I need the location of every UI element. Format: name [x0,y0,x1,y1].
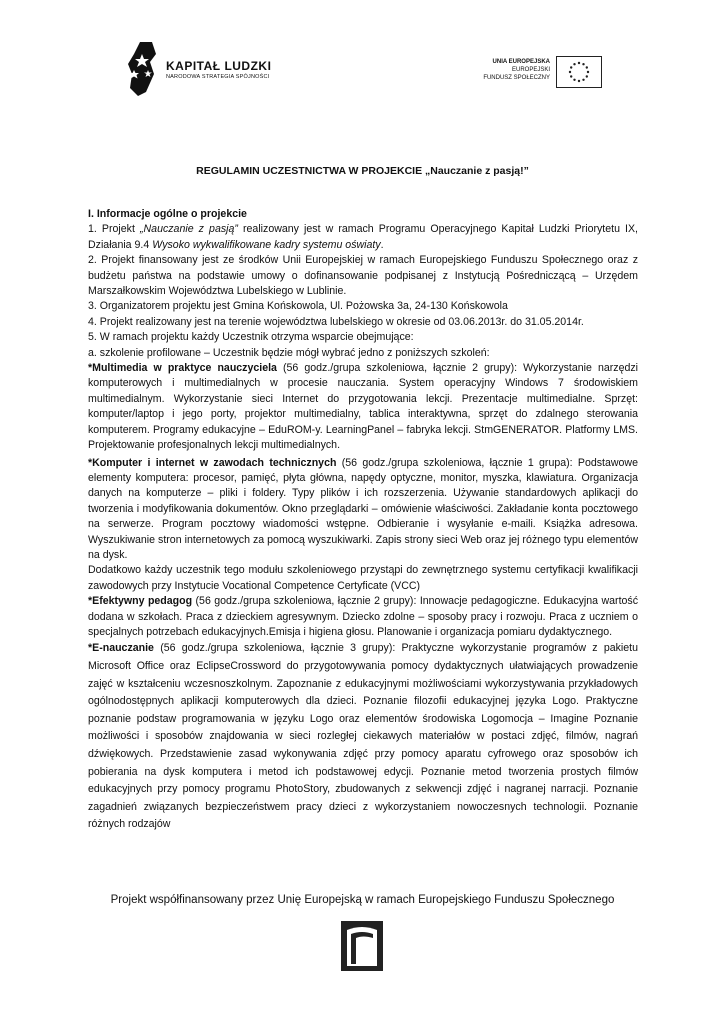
course-pedagog: *Efektywny pedagog (56 godz./grupa szkoleniowa, łącznie 2 grupy): Innowacje pedagogiczne. Edukacyjna wartość dodana w szkołach. Praca z dzieckiem agresywnym. Dziecko zdolne – sposoby pracy i rozwoju. Praca z uczniem o specjalnych potrzebach edukacyjnych.Emisja i higiena głosu. Planowanie i organizacja pomiaru dydaktycznego. [88,595,638,638]
paragraph-5a: a. szkolenie profilowane – Uczestnik będzie mógł wybrać jedno z poniższych szkoleń: [88,346,490,359]
document-title: REGULAMIN UCZESTNICTWA W PROJEKCIE „Nauczanie z pasją!” [196,165,529,177]
kapital-ludzki-title: KAPITAŁ LUDZKI [166,59,272,73]
footer-emblem-icon [340,920,384,972]
eu-flag-icon [556,56,602,88]
eu-logo-line1: UNIA EUROPEJSKA [492,59,550,65]
course-pedagog-name: *Efektywny pedagog [88,595,193,608]
certification-note: Dodatkowo każdy uczestnik tego modułu szkoleniowego przystąpi do zewnętrznego systemu certyfikacji kwalifikacji zawodowych przy Instytucie Vocational Competence Certyficate (VCC) [88,564,638,592]
eu-logo [466,56,606,96]
course-komputer: *Komputer i internet w zawodach technicznych (56 godz./grupa szkoleniowa, łącznie 1 grupa): Podstawowe elementy komputera: procesor, pamięć, płyta główna, napędy optyczne, monitor, myszka, klawiatura. Organizacja danych na komputerze – pliki i foldery. Typy plików i ich rozszerzenia. Używanie standardowych aplikacji do tworzenia i modyfikowania dokumentów. Okno przeglądarki – omówienie właściwości. Zakładanie konta pocztowego na serwerze. Program pocztowy wiadomości wstępne. Odbieranie i wysyłanie e-maili. Książka adresowa. Wyszukiwanie stron internetowych za pomocą wyszukiwarki. Zapis strony sieci Web oraz jej różnego typu elementów na dysk. [88,456,638,561]
document-body [88,207,638,834]
eu-logo-line2: EUROPEJSKI [511,67,550,73]
kapital-ludzki-emblem-icon [126,40,162,98]
section-heading: I. Informacje ogólne o projekcie [88,208,247,220]
kapital-ludzki-subtitle: NARODOWA STRATEGIA SPÓJNOŚCI [166,74,270,80]
kapital-ludzki-logo [126,40,286,100]
course-multimedia: *Multimedia w praktyce nauczyciela (56 godz./grupa szkoleniowa, łącznie 2 grupy): Wykorzystanie narzędzi komputerowych i multimedialnych w procesie nauczania. System operacyjny Windows 7 środowiskiem multimedialnym. Wykorzystanie sieci Internet do przygotowania lekcji. Prezentacje multimedialne. Sprzęt: komputer/laptop i jego porty, projektor multimedialny, tablica interaktywna, sprzęt do zdalnego sterowania komputerem. Programy edukacyjne – EduROM-y. LearningPanel – fabryka lekcji. StmGENERATOR. Platformy LMS. Projektowanie profesjonalnych lekcji multimedialnych. [88,362,639,452]
course-komputer-name: *Komputer i internet w zawodach technicznych [88,456,337,469]
eu-logo-text [466,58,550,82]
paragraph-1: 1. Projekt „Nauczanie z pasją” realizowany jest w ramach Programu Operacyjnego Kapitał Ludzki Priorytetu IX, Działania 9.4 Wysoko wykwalifikowane kadry systemu oświaty. [88,223,638,251]
paragraph-2: 2. Projekt finansowany jest ze środków Unii Europejskiej w ramach Europejskiego Funduszu Społecznego oraz z budżetu państwa na podstawie umowy o dofinansowanie podpisanej z Instytucją Pośredniczącą – Urzędem Marszałkowskim Województwa Lubelskiego w Lublinie. [88,254,638,298]
paragraph-4: 4. Projekt realizowany jest na terenie województwa lubelskiego w okresie od 03.06.2013r. do 31.05.2014r. [88,315,584,328]
paragraph-5: 5. W ramach projektu każdy Uczestnik otrzyma wsparcie obejmujące: [88,331,414,344]
footer-text: Projekt współfinansowany przez Unię Europejską w ramach Europejskiego Funduszu Społecznego [110,894,615,906]
course-multimedia-name: *Multimedia w praktyce nauczyciela [88,362,277,375]
course-enauczanie: *E-nauczanie (56 godz./grupa szkoleniowa, łącznie 3 grupy): Praktyczne wykorzystanie programów z pakietu Microsoft Office oraz EclipseCrossword do przygotowywania pomocy dydaktycznych ułatwiających prowadzenie zajęć w kształceniu wczesnoszkolnym. Zapoznanie z edukacyjnymi możliwościami wykorzystywania przykładowych ogólnodostępnych aplikacji komputerowych dla dzieci. Poznanie filozofii edukacyjnej języka Logo. Praktyczne poznanie podstaw programowania w języku Logo oraz elementów środowiska Logomocja – Imagine Poznanie możliwości i sposobów znajdowania w sieci rozległej ciekawych materiałów w postaci zdjęć, filmów, nagrań dźwiękowych. Przedstawienie zasad wykonywania zdjęć przy pomocy aparatu cyfrowego oraz sposobów ich pobierania na dysk komputera i metod ich podstawowej edycji. Poznanie metod tworzenia prostych filmów edukacyjnych przy pomocy programu PhotoStory, zbudowanych z sekwencji zdjęć i nagranej narracji. Poznanie zagadnień związanych bezpieczeństwem pracy dzieci z wykorzystaniem nowoczesnych technologii. Poznanie różnych rodzajów [88,642,638,831]
paragraph-3: 3. Organizatorem projektu jest Gmina Końskowola, Ul. Pożowska 3a, 24-130 Końskowola [88,300,508,313]
eu-logo-line3: FUNDUSZ SPOŁECZNY [483,75,550,81]
course-enauczanie-name: *E-nauczanie [88,642,154,655]
